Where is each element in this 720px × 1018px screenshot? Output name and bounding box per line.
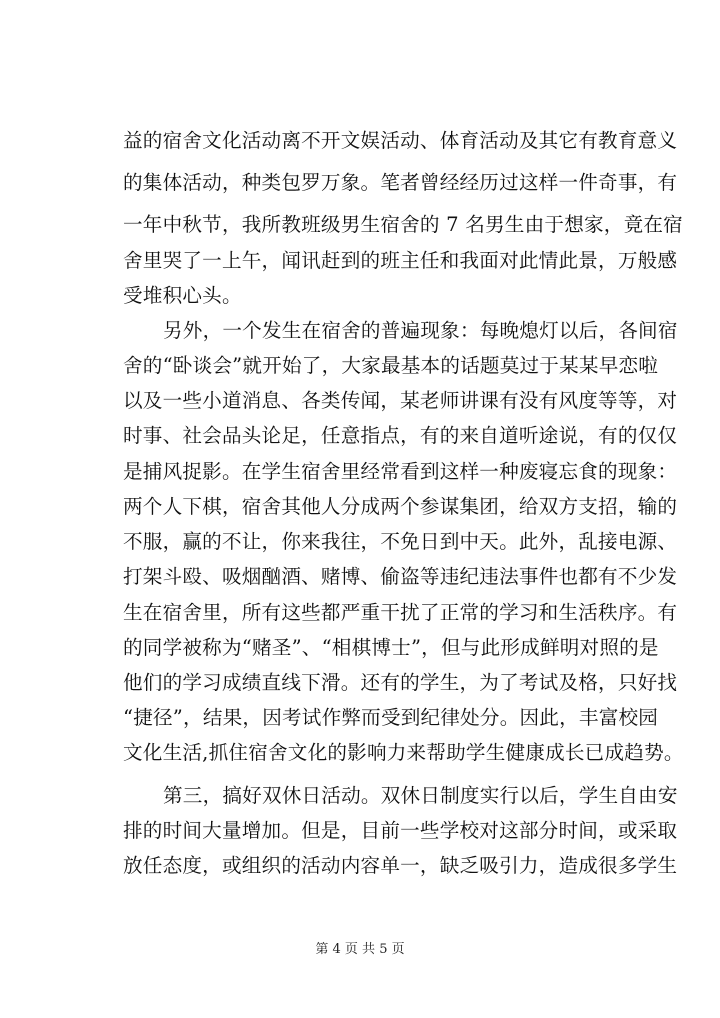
text-line: 时事、社会品头论足，任意指点，有的来自道听途说，有的仅仅 xyxy=(123,424,678,447)
text-line: “捷径”，结果，因考试作弊而受到纪律处分。因此，丰富校园 xyxy=(123,706,659,729)
paragraph-start-line: 另外，一个发生在宿舍的普遍现象：每晚熄灯以后，各间宿 xyxy=(163,319,678,342)
text-line: 舍里哭了一上午，闻讯赶到的班主任和我面对此情此景，万般感 xyxy=(123,249,678,272)
text-line: 不服，赢的不让，你来我往，不免日到中天。此外，乱接电源、 xyxy=(123,530,678,553)
text-line: 以及一些小道消息、各类传闻，某老师讲课有没有风度等等，对 xyxy=(123,389,678,412)
text-line: 放任态度，或组织的活动内容单一，缺乏吸引力，造成很多学生 xyxy=(123,854,678,877)
text-line: 受堆积心头。 xyxy=(123,284,242,307)
text-line: 的同学被称为“赌圣”、“相棋博士”，但与此形成鲜明对照的是 xyxy=(123,636,659,659)
text-line: 生在宿舍里，所有这些都严重干扰了正常的学习和生活秩序。有 xyxy=(123,601,678,624)
text-line: 排的时间大量增加。但是，目前一些学校对这部分时间，或采取 xyxy=(123,819,678,842)
paragraph-start-line: 第三，搞好双休日活动。双休日制度实行以后，学生自由安 xyxy=(163,784,678,807)
page-footer: 第 4 页 共 5 页 xyxy=(315,942,405,957)
text-line: 两个人下棋，宿舍其他人分成两个参谋集团，给双方支招，输的 xyxy=(123,495,678,518)
text-line: 文化生活,抓住宿舍文化的影响力来帮助学生健康成长已成趋势。 xyxy=(123,741,684,764)
text-line: 是捕风捉影。在学生宿舍里经常看到这样一种废寝忘食的现象： xyxy=(123,460,678,483)
text-line: 的集体活动，种类包罗万象。笔者曾经经历过这样一件奇事，有 xyxy=(123,171,678,194)
text-line: 他们的学习成绩直线下滑。还有的学生，为了考试及格，只好找 xyxy=(123,671,678,694)
text-line: 打架斗殴、吸烟酗酒、赌博、偷盗等违纪违法事件也都有不少发 xyxy=(123,565,678,588)
text-line: 一年中秋节，我所教班级男生宿舍的 7 名男生由于想家，竟在宿 xyxy=(123,213,683,236)
text-line: 益的宿舍文化活动离不开文娱活动、体育活动及其它有教育意义 xyxy=(123,129,678,152)
text-line: 舍的“卧谈会”就开始了，大家最基本的话题莫过于某某早恋啦 xyxy=(123,354,659,377)
